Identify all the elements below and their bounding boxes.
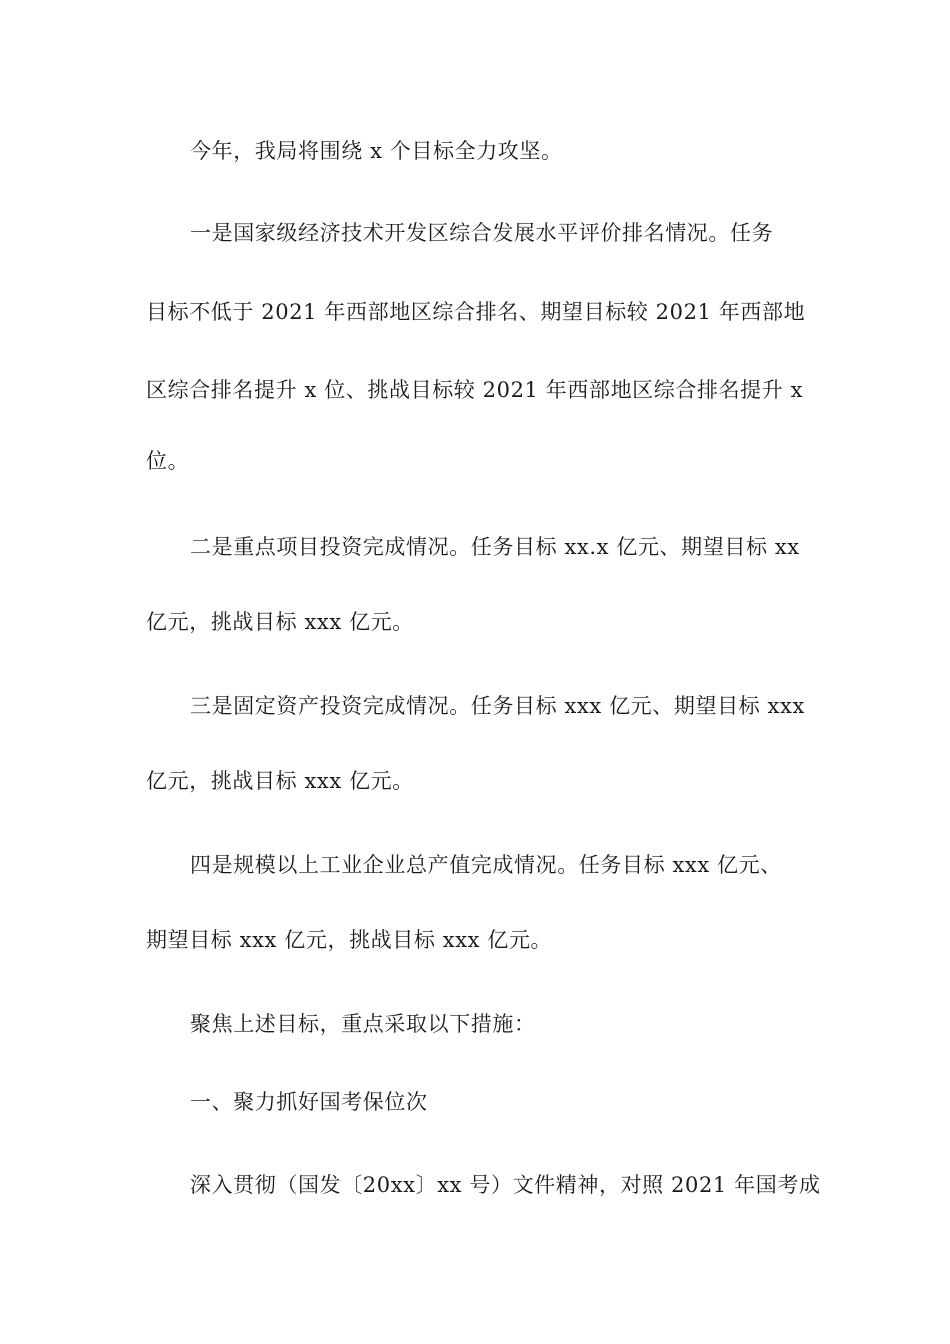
paragraph-measures-intro: 聚焦上述目标，重点采取以下措施： — [190, 1012, 536, 1036]
paragraph-goal-2-line-2: 亿元，挑战目标 xxx 亿元。 — [146, 610, 414, 634]
paragraph-goal-4-line-2: 期望目标 xxx 亿元，挑战目标 xxx 亿元。 — [146, 928, 553, 952]
paragraph-goal-3-line-2: 亿元，挑战目标 xxx 亿元。 — [146, 769, 414, 793]
paragraph-goal-2-line-1: 二是重点项目投资完成情况。任务目标 xx.x 亿元、期望目标 xx — [190, 535, 800, 559]
paragraph-goal-4-line-1: 四是规模以上工业企业总产值完成情况。任务目标 xxx 亿元、 — [190, 853, 782, 877]
paragraph-section-1-line-1: 深入贯彻（国发〔20xx〕xx 号）文件精神，对照 2021 年国考成 — [190, 1173, 821, 1197]
section-heading-1: 一、聚力抓好国考保位次 — [190, 1090, 428, 1114]
paragraph-goal-3-line-1: 三是固定资产投资完成情况。任务目标 xxx 亿元、期望目标 xxx — [190, 694, 805, 718]
paragraph-goal-1-line-3: 区综合排名提升 x 位、挑战目标较 2021 年西部地区综合排名提升 x — [146, 378, 804, 402]
paragraph-goal-1-line-2: 目标不低于 2021 年西部地区综合排名、期望目标较 2021 年西部地 — [146, 300, 806, 324]
paragraph-intro: 今年，我局将围绕 x 个目标全力攻坚。 — [190, 139, 563, 163]
paragraph-goal-1-line-1: 一是国家级经济技术开发区综合发展水平评价排名情况。任务 — [190, 221, 774, 245]
paragraph-goal-1-line-4: 位。 — [146, 449, 190, 473]
